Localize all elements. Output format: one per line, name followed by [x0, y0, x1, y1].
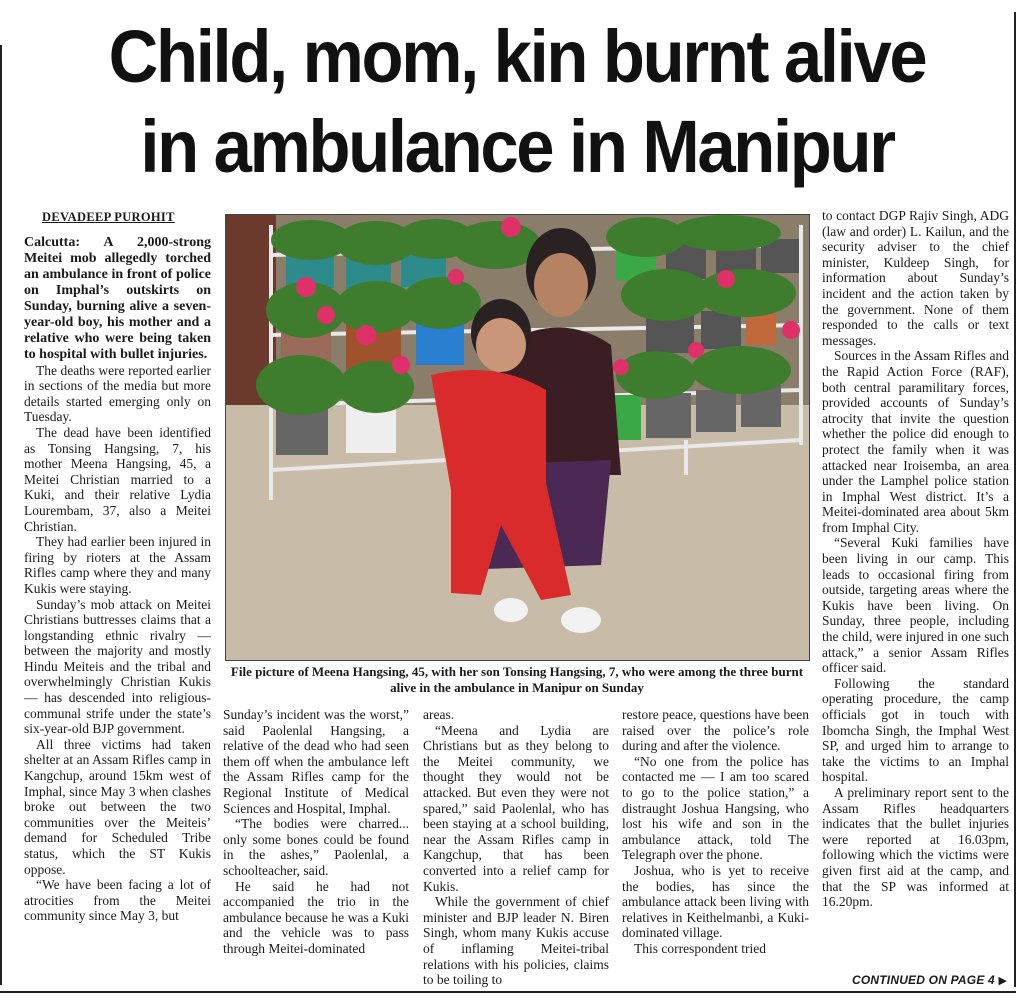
paragraph: All three victims had taken shelter at an Assam Rifles camp in Kangchup, around 15km west of Imphal, since May 3 when clashes broke out between the two communities over the Meiteis’ demand for Scheduled Tribe status, which the ST Kukis oppose. — [24, 736, 211, 877]
article-column-1 — [24, 210, 211, 986]
article-column-3 — [423, 707, 609, 987]
lead-paragraph — [24, 235, 211, 363]
paragraph: The deaths were reported earlier in sections of the media but more details started emerging only on Tuesday. — [24, 362, 211, 425]
photo-illustration — [226, 215, 809, 660]
paragraph: While the government of chief minister and BJP leader N. Biren Singh, whom many Kukis accuse of inflaming Meitei-tribal relations with his policies, claims to be toiling to — [423, 894, 609, 987]
right-column-rule — [1014, 12, 1016, 987]
paragraph: This correspondent tried — [634, 940, 766, 956]
headline-line-1: Child, mom, kin burnt alive — [108, 15, 926, 98]
paragraph: “Several Kuki families have been living in our camp. This leads to occasional firing from outside, targeting areas where the Kukis have been living. On Sunday, three people, including the child, were injured in one such attack,” a senior Assam Rifles officer said. — [822, 535, 1009, 676]
paragraph: “No one from the police has contacted me — I am too scared to go to the police station,” a distraught Joshua Hangsing, who lost his wife and son in the ambulance attack, told The Telegraph over the phone. — [622, 753, 809, 863]
play-arrow-icon: ▶ — [998, 975, 1008, 987]
byline: DEVADEEP PUROHIT — [42, 210, 175, 224]
continued-link[interactable] — [852, 973, 1007, 987]
lead-text: Calcutta: A 2,000-strong Meitei mob allegedly torched an ambulance in front of police on Imphal’s outskirts on Sunday, burning alive a seven-year-old boy, his mother and a relative who were being taken to hospital with bullet injuries. — [24, 234, 211, 362]
article-column-5 — [822, 208, 1009, 972]
paragraph: areas. — [423, 707, 455, 722]
article-photo — [225, 214, 810, 661]
continued-text: CONTINUED ON PAGE 4 — [852, 973, 995, 987]
paragraph: Sunday’s mob attack on Meitei Christians buttresses claims that a longstanding ethnic rivalry — between the majority and mostly Hindu Meiteis and the tribal and overwhelmingly Christian Kukis — has descended into religious-communal strife under the state’s six-year-old BJP government. — [24, 596, 211, 737]
paragraph: Following the standard operating procedure, the camp officials got in touch with Ibomcha Singh, the Imphal West SP, and urged him to arrange to take the victims to an Imphal hospital. — [822, 675, 1009, 785]
headline — [57, 12, 978, 192]
left-column-rule — [0, 45, 2, 985]
paragraph: They had earlier been injured in firing by rioters at the Assam Rifles camp where they and many Kukis were staying. — [24, 534, 211, 596]
photo-caption: File picture of Meena Hangsing, 45, with her son Tonsing Hangsing, 7, who were among the three burnt alive in the ambulance in Manipur on Sunday — [230, 664, 804, 695]
headline-line-2: in ambulance in Manipur — [140, 105, 894, 188]
paragraph: A preliminary report sent to the Assam Rifles headquarters indicates that the bullet injuries were reported at 16.03pm, following which the victims were given first aid at the camp, and that the SP was informed at 16.20pm. — [822, 784, 1009, 910]
paragraph: restore peace, questions have been raised over the police’s role during and after the violence. — [622, 707, 809, 754]
paragraph: Sources in the Assam Rifles and the Rapid Action Force (RAF), both central paramilitary forces, provided accounts of Sunday’s atrocity that invite the question whether the police did enough to protect the family when it was attacked near Iroisemba, an area under the Lamphel police station in Imphal West district. It’s a Meitei-dominated area about 5km from Imphal City. — [822, 348, 1009, 535]
paragraph: He said he had not accompanied the trio in the ambulance because he was a Kuki and the vehicle was to pass through Meitei-dominated — [223, 878, 409, 956]
article-column-2 — [223, 707, 409, 987]
bottom-rule — [0, 991, 1016, 993]
paragraph: “The bodies were charred... only some bones could be found in the ashes,” Paolenlal, a schoolteacher, said. — [223, 816, 409, 878]
paragraph: “Meena and Lydia are Christians but as they belong to the Meitei community, we thought they would not be attacked. But even they were not spared,” said Paolenlal, who has been staying at a school building, near the Assam Rifles camp in Kangchup, that has been converted into a relief camp for Kukis. — [423, 722, 609, 894]
paragraph: to contact DGP Rajiv Singh, ADG (law and order) L. Kailun, and the security adviser to the chief minister, Kuldeep Singh, for information about Sunday’s incident and the action taken by the government. None of them responded to the calls or text messages. — [822, 208, 1009, 348]
paragraph: “We have been facing a lot of atrocities from the Meitei community since May 3, but — [24, 877, 211, 924]
article-column-4 — [622, 707, 809, 987]
paragraph: Joshua, who is yet to receive the bodies, has since the ambulance attack been living with relatives in Keithelmanbi, a Kuki-dominated village. — [622, 862, 809, 941]
paragraph: The dead have been identified as Tonsing Hangsing, 7, his mother Meena Hangsing, 45, a Meitei Christian married to a Kuki, and their relative Lydia Lourembam, 37, also a Meitei Christian. — [24, 424, 211, 534]
paragraph: Sunday’s incident was the worst,” said Paolenlal Hangsing, a relative of the dead who had seen them off when the ambulance left the Assam Rifles camp for the Regional Institute of Medical Sciences and Hospital, Imphal. — [223, 707, 409, 816]
